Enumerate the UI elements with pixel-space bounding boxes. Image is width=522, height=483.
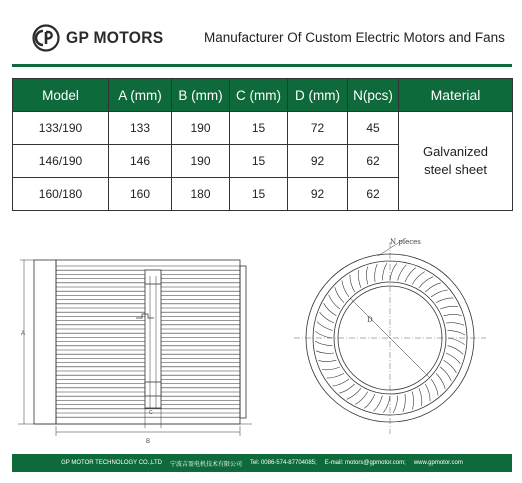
dimension-label-a: A (21, 331, 26, 337)
gp-logo-icon (32, 24, 60, 52)
dimension-label-d: D (367, 316, 373, 324)
table-cell: 146/190 (13, 145, 109, 178)
table-cell: 180 (172, 178, 230, 211)
table-cell: 72 (288, 112, 348, 145)
footer-company: GP MOTOR TECHNOLOGY CO.,LTD (61, 460, 162, 466)
column-header: N(pcs) (348, 79, 399, 112)
table-cell: 160 (109, 178, 172, 211)
column-header: C (mm) (230, 79, 288, 112)
material-line: Galvanized (422, 144, 489, 159)
table-cell: 45 (348, 112, 399, 145)
table-cell: 62 (348, 145, 399, 178)
table-cell: 15 (230, 112, 288, 145)
hub-bottom-ring (145, 382, 161, 396)
hub-top-ring (145, 270, 161, 284)
side-view-drawing (18, 260, 252, 436)
table-cell: 190 (172, 112, 230, 145)
table-cell: 62 (348, 178, 399, 211)
column-header: Material (399, 79, 513, 112)
footer-website: www.gpmotor.com (413, 460, 463, 466)
table-cell: 160/180 (13, 178, 109, 211)
dimension-label-b: B (146, 439, 151, 445)
material-line: steel sheet (424, 162, 487, 177)
front-view-drawing (294, 238, 486, 434)
table-cell: 15 (230, 178, 288, 211)
dimension-label-c: C (149, 410, 153, 416)
logo-text: GP MOTORS (66, 28, 164, 47)
page-header (12, 14, 512, 66)
column-header: D (mm) (288, 79, 348, 112)
column-header: B (mm) (172, 79, 230, 112)
table-cell: 146 (109, 145, 172, 178)
left-flange (34, 260, 56, 424)
column-header: A (mm) (109, 79, 172, 112)
material-cell (399, 112, 513, 211)
footer-chinese-name: 宁波吉盈电机技术有限公司 (169, 461, 242, 468)
table-cell: 92 (288, 178, 348, 211)
table-cell: 133/190 (13, 112, 109, 145)
spec-table (12, 78, 513, 211)
table-row (13, 112, 513, 145)
logo (32, 24, 172, 52)
page-footer (12, 454, 512, 472)
n-pieces-label: N pieces (390, 238, 421, 246)
column-header: Model (13, 79, 109, 112)
table-cell: 190 (172, 145, 230, 178)
right-flange (240, 266, 246, 418)
technical-drawings (12, 232, 512, 447)
table-header-row (13, 79, 513, 112)
header-divider (12, 64, 512, 67)
table-cell: 15 (230, 145, 288, 178)
table-cell: 133 (109, 112, 172, 145)
table-cell: 92 (288, 145, 348, 178)
footer-tel: Tel: 0086-574-87704085; (249, 460, 317, 466)
page-tagline: Manufacturer Of Custom Electric Motors and Fans (204, 30, 505, 45)
footer-email: E-mail: motors@gpmotor.com; (324, 460, 406, 466)
